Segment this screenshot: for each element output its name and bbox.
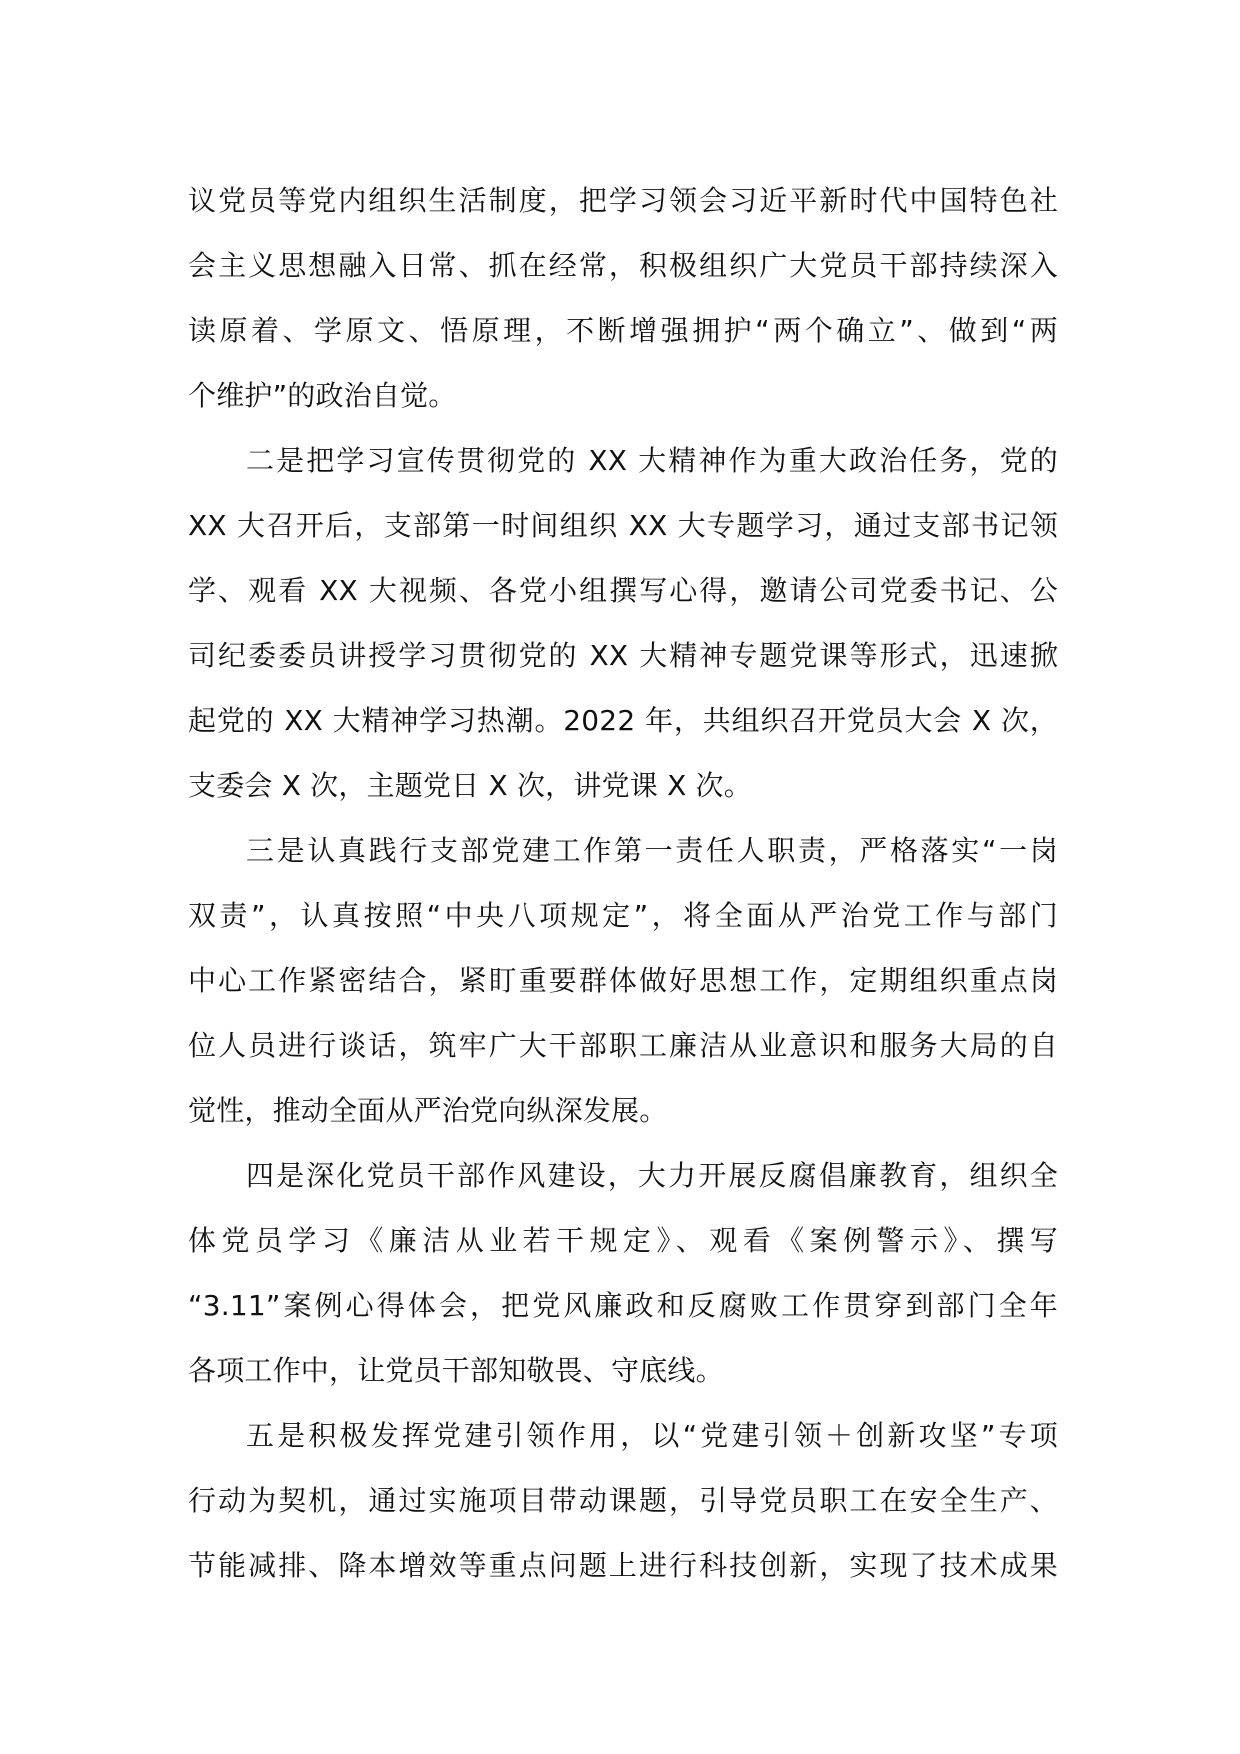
text-line: 个维护”的政治自觉。 xyxy=(188,379,457,412)
paragraph-first-line: 三是认真践行支部党建工作第一责任人职责，严格落实“一岗 xyxy=(246,834,1058,867)
document-body xyxy=(188,168,1058,1598)
text-line: 司纪委委员讲授学习贯彻党的 XX 大精神专题党课等形式，迅速掀 xyxy=(188,639,1058,672)
text-line: 支委会 X 次，主题党日 X 次，讲党课 X 次。 xyxy=(188,769,752,802)
text-line: 觉性，推动全面从严治党向纵深发展。 xyxy=(188,1094,668,1127)
text-line: “3.11”案例心得体会，把党风廉政和反腐败工作贯穿到部门全年 xyxy=(188,1289,1058,1322)
text-line: XX 大召开后，支部第一时间组织 XX 大专题学习，通过支部书记领 xyxy=(188,509,1058,542)
text-line: 各项工作中，让党员干部知敬畏、守底线。 xyxy=(188,1354,724,1387)
text-line: 议党员等党内组织生活制度，把学习领会习近平新时代中国特色社 xyxy=(188,184,1058,217)
text-line: 起党的 XX 大精神学习热潮。2022 年，共组织召开党员大会 X 次， xyxy=(188,704,1058,737)
text-line: 中心工作紧密结合，紧盯重要群体做好思想工作，定期组织重点岗 xyxy=(188,964,1058,997)
text-line: 行动为契机，通过实施项目带动课题，引导党员职工在安全生产、 xyxy=(188,1484,1058,1517)
paragraph-first-line: 二是把学习宣传贯彻党的 XX 大精神作为重大政治任务，党的 xyxy=(246,444,1058,477)
text-line: 节能减排、降本增效等重点问题上进行科技创新，实现了技术成果 xyxy=(188,1549,1058,1582)
text-line: 位人员进行谈话，筑牢广大干部职工廉洁从业意识和服务大局的自 xyxy=(188,1029,1058,1062)
text-line: 体党员学习《廉洁从业若干规定》、观看《案例警示》、撰写 xyxy=(188,1224,1058,1257)
text-line: 双责”，认真按照“中央八项规定”，将全面从严治党工作与部门 xyxy=(188,899,1058,932)
text-line: 读原着、学原文、悟原理，不断增强拥护“两个确立”、做到“两 xyxy=(188,314,1058,347)
paragraph-first-line: 四是深化党员干部作风建设，大力开展反腐倡廉教育，组织全 xyxy=(246,1159,1058,1192)
paragraph-first-line: 五是积极发挥党建引领作用，以“党建引领＋创新攻坚”专项 xyxy=(246,1419,1058,1452)
text-line: 学、观看 XX 大视频、各党小组撰写心得，邀请公司党委书记、公 xyxy=(188,574,1058,607)
text-line: 会主义思想融入日常、抓在经常，积极组织广大党员干部持续深入 xyxy=(188,249,1058,282)
